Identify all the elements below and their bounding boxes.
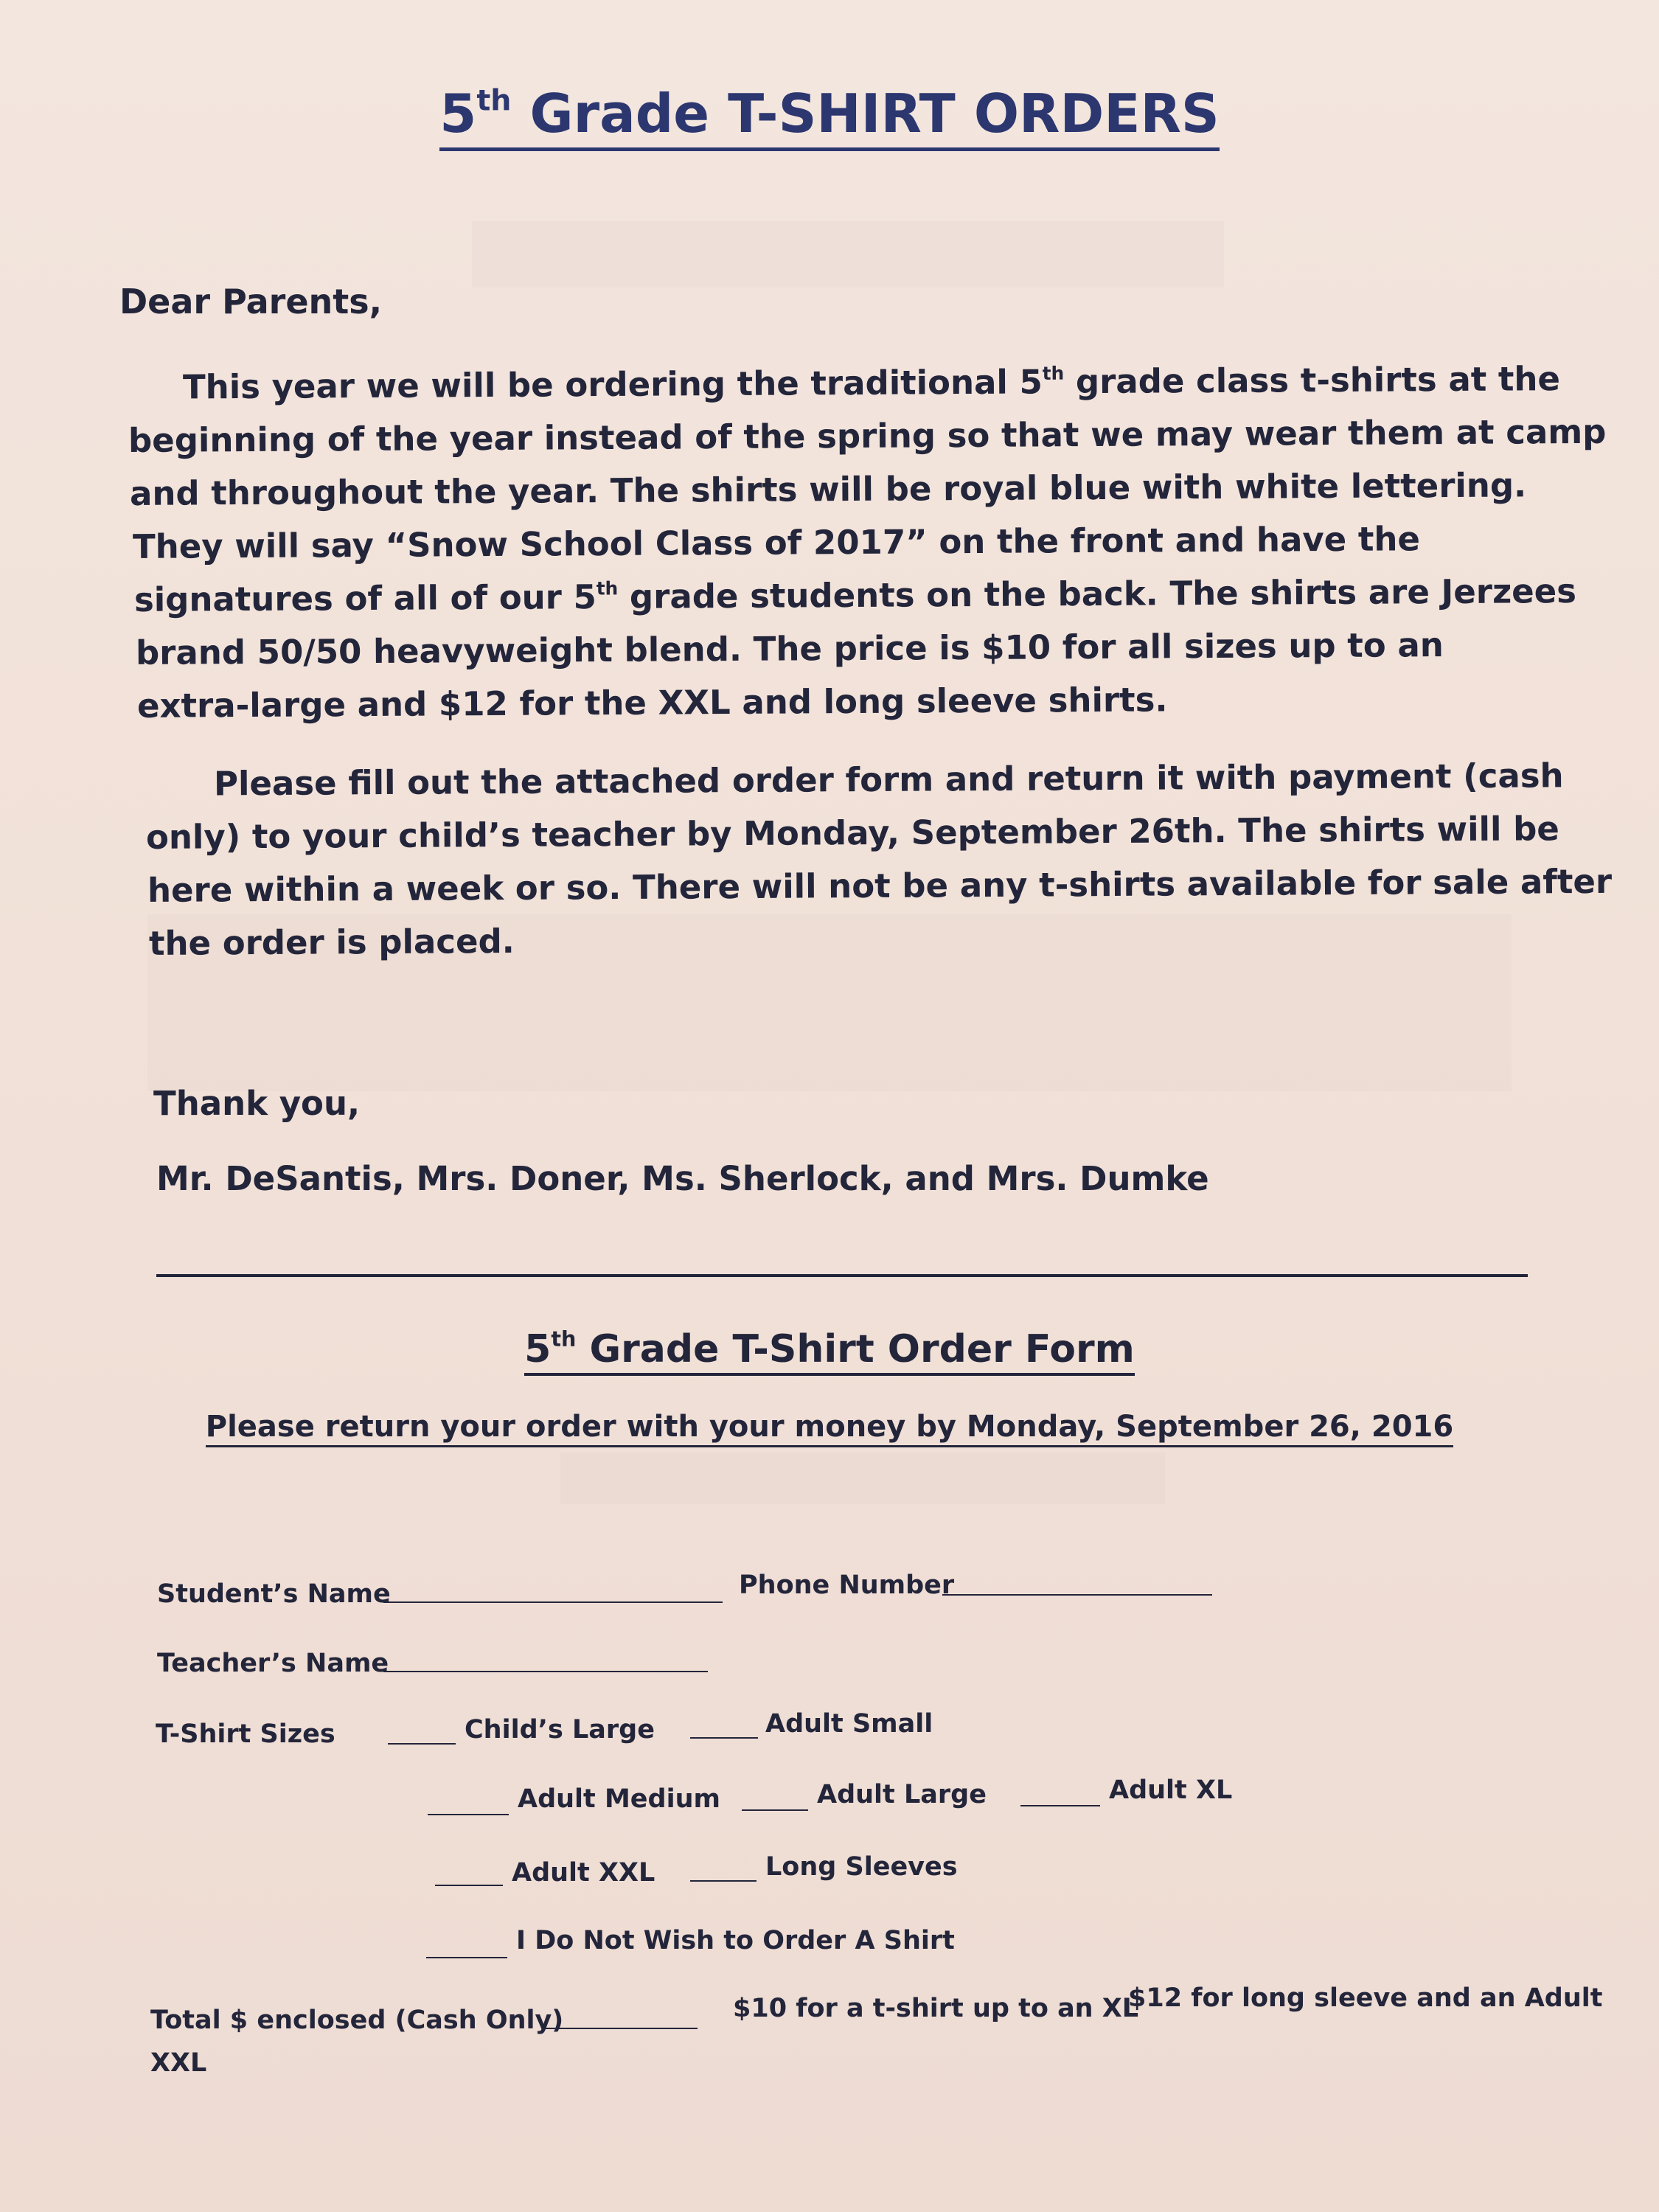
price-note-xxl-continued: XXL bbox=[150, 2048, 207, 2078]
adult-xl-qty-field[interactable] bbox=[1020, 1805, 1100, 1806]
paragraph-line: They will say “Snow School Class of 2017” on the front and have the bbox=[132, 519, 1421, 566]
price-note-xxl: $12 for long sleeve and an Adult bbox=[1128, 1983, 1603, 2013]
page-title: 5th Grade T-SHIRT ORDERS bbox=[0, 83, 1659, 145]
paragraph-line: signatures of all of our 5th grade students on the back. The shirts are Jerzees bbox=[133, 571, 1577, 619]
paragraph-line: only) to your child’s teacher by Monday, September 26th. The shirts will be bbox=[145, 809, 1559, 857]
teacher-name-label: Teacher’s Name bbox=[157, 1649, 389, 1678]
letter-paragraph-1 bbox=[127, 359, 1607, 733]
long-sleeves-qty-field[interactable] bbox=[690, 1880, 757, 1882]
paragraph-line: brand 50/50 heavyweight blend. The price is $10 for all sizes up to an bbox=[135, 625, 1444, 672]
phone-number-field[interactable] bbox=[942, 1594, 1212, 1596]
total-enclosed-label: Total $ enclosed (Cash Only) bbox=[150, 2006, 564, 2035]
tshirt-sizes-label: T-Shirt Sizes bbox=[156, 1719, 335, 1749]
signers: Mr. DeSantis, Mrs. Doner, Ms. Sherlock, and Mrs. Dumke bbox=[156, 1159, 1209, 1198]
adult-medium-label: Adult Medium bbox=[518, 1784, 720, 1814]
paragraph-line: beginning of the year instead of the spring so that we may wear them at camp bbox=[128, 411, 1607, 460]
adult-small-qty-field[interactable] bbox=[690, 1737, 758, 1739]
adult-xxl-label: Adult XXL bbox=[512, 1858, 655, 1888]
paragraph-line: Please fill out the attached order form and return it with payment (cash bbox=[213, 756, 1564, 804]
order-form-title: 5th Grade T-Shirt Order Form bbox=[0, 1327, 1659, 1371]
adult-large-label: Adult Large bbox=[817, 1780, 987, 1809]
total-enclosed-field[interactable] bbox=[546, 2028, 698, 2029]
bleed-through-shadow bbox=[472, 221, 1224, 288]
salutation: Dear Parents, bbox=[119, 282, 383, 321]
phone-number-label: Phone Number bbox=[739, 1571, 955, 1600]
adult-small-label: Adult Small bbox=[765, 1709, 933, 1739]
adult-large-qty-field[interactable] bbox=[742, 1809, 808, 1811]
no-order-field[interactable] bbox=[426, 1957, 507, 1958]
bleed-through-shadow bbox=[560, 1453, 1165, 1504]
no-order-label: I Do Not Wish to Order A Shirt bbox=[516, 1926, 955, 1955]
student-name-label: Student’s Name bbox=[157, 1579, 391, 1609]
price-note-standard: $10 for a t-shirt up to an XL bbox=[733, 1994, 1139, 2023]
paragraph-line: the order is placed. bbox=[148, 921, 515, 963]
paragraph-line: here within a week or so. There will not be any t-shirts available for sale after bbox=[147, 861, 1613, 910]
student-name-field[interactable] bbox=[383, 1601, 723, 1603]
paragraph-line: and throughout the year. The shirts will be royal blue with white lettering. bbox=[129, 465, 1527, 513]
paragraph-line: extra-large and $12 for the XXL and long sleeve shirts. bbox=[136, 680, 1168, 726]
childs-large-label: Child’s Large bbox=[465, 1715, 655, 1745]
letter-paragraph-2 bbox=[145, 756, 1613, 970]
childs-large-qty-field[interactable] bbox=[388, 1743, 456, 1745]
cut-line-divider bbox=[156, 1274, 1528, 1277]
adult-xxl-qty-field[interactable] bbox=[435, 1885, 503, 1886]
teacher-name-field[interactable] bbox=[383, 1671, 708, 1672]
order-deadline: Please return your order with your money by Monday, September 26, 2016 bbox=[0, 1410, 1659, 1444]
adult-medium-qty-field[interactable] bbox=[428, 1814, 509, 1815]
paragraph-line: This year we will be ordering the traditional 5th grade class t-shirts at the bbox=[182, 359, 1561, 407]
closing: Thank you, bbox=[153, 1084, 361, 1123]
adult-xl-label: Adult XL bbox=[1109, 1775, 1233, 1805]
long-sleeves-label: Long Sleeves bbox=[765, 1852, 958, 1882]
